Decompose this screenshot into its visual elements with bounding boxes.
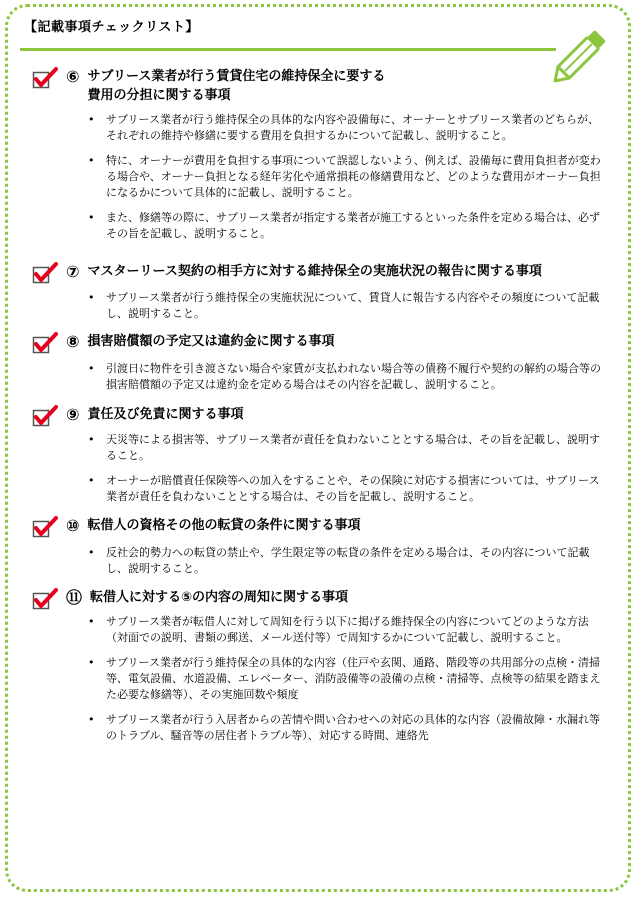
section-9-heading (32, 405, 578, 427)
checkbox-checked-icon (32, 516, 58, 538)
section-number: ⑦ (66, 262, 80, 281)
list-item: • 反社会的勢力への転貸の禁止や、学生限定等の転貸の条件を定める場合は、その内容について記載し、説明すること。 (88, 545, 610, 577)
list-item: • サブリース業者が行う入居者からの苦情や問い合わせへの対応の具体的な内容（設備故障・水漏れ等のトラブル、騒音等の居住者トラブル等）、対応する時間、連絡先 (88, 712, 610, 744)
section-title: 責任及び免責に関する事項 (87, 407, 244, 422)
list-item: • 天災等による損害等、サブリース業者が責任を負わないこととする場合は、その旨を記載し、説明すること。 (88, 432, 610, 464)
section-title: マスターリース契約の相手方に対する維持保全の実施状況の報告に関する事項 (87, 264, 542, 279)
checkbox-checked-icon (32, 588, 58, 610)
section-number: ⑥ (66, 67, 80, 86)
section-title: 転借人の資格その他の転貸の条件に関する事項 (87, 518, 361, 533)
section-10-heading (32, 516, 578, 538)
section-8-bullets (88, 361, 610, 402)
checkbox-checked-icon (32, 67, 58, 89)
section-11-heading (32, 588, 580, 610)
checkbox-checked-icon (32, 332, 58, 354)
list-item: • サブリース業者が行う維持保全の実施状況について、賃貸人に報告する内容やその頻度について記載し、説明すること。 (88, 290, 610, 322)
section-7-heading (32, 262, 578, 284)
list-item: • サブリース業者が行う維持保全の具体的な内容や設備毎に、オーナーとサブリース業者のどちらが、それぞれの維持や修繕に要する費用を負担するかについて記載し、説明すること。 (88, 112, 610, 144)
section-6-heading (32, 67, 578, 105)
checklist-header-title: 【記載事項チェックリスト】 (24, 20, 199, 35)
list-item: • 引渡日に物件を引き渡さない場合や家賃が支払われない場合等の債務不履行や契約の解約の場合等の損害賠償額の予定又は違約金を定める場合はその内容を記載し、説明すること。 (88, 361, 610, 393)
section-title: 転借人に対する⑤の内容の周知に関する事項 (90, 590, 349, 605)
list-item: • サブリース業者が転借人に対して周知を行う以下に掲げる維持保全の内容についてどのような方法（対面での説明、書類の郵送、メール送付等）で周知するかについて記載し、説明すること。 (88, 614, 610, 646)
list-item: • サブリース業者が行う維持保全の具体的な内容（住戸や玄関、通路、階段等の共用部分の点検・清掃等、電気設備、水道設備、エレベーター、消防設備等の設備の点検・清掃等、点検等の結果を踏まえた必要な修繕等）、その実施回数や頻度 (88, 655, 610, 703)
section-9-bullets (88, 432, 610, 514)
section-number: ⑪ (66, 588, 83, 607)
section-number: ⑨ (66, 405, 80, 424)
section-8-heading (32, 332, 578, 354)
section-11-bullets (88, 614, 610, 753)
header-underline (20, 48, 556, 51)
section-number: ⑩ (66, 516, 80, 535)
section-title: 損害賠償額の予定又は違約金に関する事項 (87, 334, 335, 349)
checkbox-checked-icon (32, 262, 58, 284)
list-item: • オーナーが賠償責任保険等への加入をすることや、その保険に対応する損害については、サブリース業者が責任を負わないこととする場合は、その旨を記載し、説明すること。 (88, 473, 610, 505)
section-7-bullets (88, 290, 610, 331)
section-title: サブリース業者が行う賃貸住宅の維持保全に要する 費用の分担に関する事項 (87, 69, 386, 103)
section-6-bullets (88, 112, 610, 251)
checkbox-checked-icon (32, 405, 58, 427)
list-item: • また、修繕等の際に、サブリース業者が指定する業者が施工するといった条件を定める場合は、必ずその旨を記載し、説明すること。 (88, 210, 610, 242)
section-10-bullets (88, 545, 610, 586)
section-number: ⑧ (66, 332, 80, 351)
list-item: • 特に、オーナーが費用を負担する事項について誤認しないよう、例えば、設備毎に費用負担者が変わる場合や、オーナー負担となる経年劣化や通常損耗の修繕費用など、どのような費用がオーナー負担になるかについて具体的に記載し、説明すること。 (88, 153, 610, 201)
